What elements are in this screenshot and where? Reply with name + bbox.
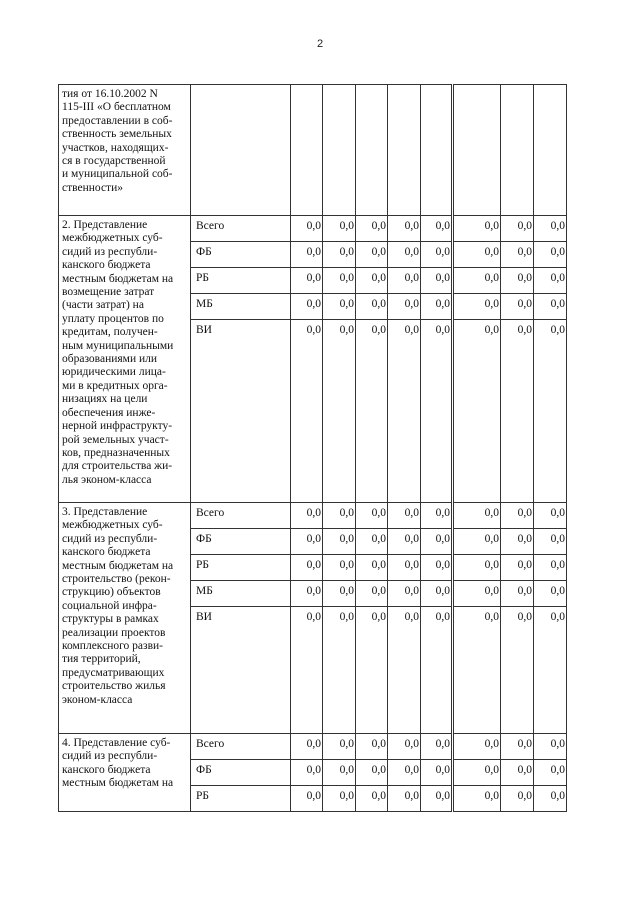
value-cell bbox=[388, 529, 421, 555]
value-cell bbox=[534, 268, 567, 294]
value-text: 0,0 bbox=[517, 272, 532, 284]
value-text: 0,0 bbox=[550, 611, 565, 623]
value-cell bbox=[388, 734, 421, 760]
value-text: 0,0 bbox=[435, 611, 450, 623]
value-cell bbox=[453, 786, 501, 812]
value-text: 0,0 bbox=[404, 298, 419, 310]
value-cell bbox=[421, 760, 453, 786]
value-cell bbox=[534, 607, 567, 734]
value-cell bbox=[356, 607, 388, 734]
value-text: 0,0 bbox=[435, 298, 450, 310]
value-cell bbox=[323, 555, 356, 581]
value-cell bbox=[291, 555, 323, 581]
section-title-cell bbox=[59, 503, 191, 734]
value-cell bbox=[534, 786, 567, 812]
value-text: 0,0 bbox=[484, 507, 499, 519]
value-cell bbox=[421, 503, 453, 529]
value-cell bbox=[291, 607, 323, 734]
value-text: 0,0 bbox=[484, 246, 499, 258]
value-cell bbox=[534, 555, 567, 581]
value-text: 0,0 bbox=[435, 246, 450, 258]
value-text: 0,0 bbox=[550, 559, 565, 571]
value-cell bbox=[323, 268, 356, 294]
value-cell bbox=[356, 529, 388, 555]
value-cell bbox=[291, 85, 323, 216]
value-text: 0,0 bbox=[404, 559, 419, 571]
value-text: 0,0 bbox=[306, 611, 321, 623]
value-text: 0,0 bbox=[306, 246, 321, 258]
value-text: 0,0 bbox=[435, 559, 450, 571]
funding-source-label: РБ bbox=[196, 790, 209, 802]
value-text: 0,0 bbox=[484, 272, 499, 284]
value-text: 0,0 bbox=[435, 507, 450, 519]
value-text: 0,0 bbox=[435, 790, 450, 802]
value-text: 0,0 bbox=[484, 533, 499, 545]
funding-source-cell bbox=[191, 268, 291, 294]
funding-source-label: МБ bbox=[196, 585, 213, 597]
value-cell bbox=[421, 555, 453, 581]
value-cell bbox=[421, 85, 453, 216]
table-row bbox=[59, 503, 567, 529]
value-cell bbox=[421, 734, 453, 760]
funding-source-label: ФБ bbox=[196, 246, 212, 258]
value-text: 0,0 bbox=[550, 246, 565, 258]
value-cell bbox=[453, 760, 501, 786]
value-text: 0,0 bbox=[550, 272, 565, 284]
funding-source-cell bbox=[191, 216, 291, 242]
value-cell bbox=[534, 294, 567, 320]
value-text: 0,0 bbox=[306, 738, 321, 750]
value-text: 0,0 bbox=[517, 611, 532, 623]
value-cell bbox=[323, 581, 356, 607]
value-cell bbox=[388, 760, 421, 786]
value-cell bbox=[534, 529, 567, 555]
value-cell bbox=[534, 581, 567, 607]
value-text: 0,0 bbox=[435, 324, 450, 336]
value-cell bbox=[291, 242, 323, 268]
value-text: 0,0 bbox=[371, 507, 386, 519]
funding-source-label: Всего bbox=[196, 507, 225, 519]
value-cell bbox=[356, 242, 388, 268]
value-text: 0,0 bbox=[484, 559, 499, 571]
source-cell bbox=[191, 85, 291, 216]
funding-source-label: МБ bbox=[196, 298, 213, 310]
value-cell bbox=[501, 216, 534, 242]
value-cell bbox=[388, 85, 421, 216]
value-cell bbox=[291, 760, 323, 786]
section-title: 4. Представление суб- сидий из республи- канского бюджета местным бюджетам на bbox=[62, 737, 174, 790]
value-cell bbox=[453, 607, 501, 734]
value-text: 0,0 bbox=[435, 220, 450, 232]
value-text: 0,0 bbox=[404, 246, 419, 258]
value-text: 0,0 bbox=[404, 507, 419, 519]
value-cell bbox=[501, 581, 534, 607]
value-cell bbox=[356, 320, 388, 503]
value-cell bbox=[291, 581, 323, 607]
value-cell bbox=[388, 503, 421, 529]
budget-table bbox=[58, 84, 567, 812]
value-cell bbox=[323, 320, 356, 503]
value-text: 0,0 bbox=[371, 533, 386, 545]
value-cell bbox=[534, 734, 567, 760]
value-text: 0,0 bbox=[339, 220, 354, 232]
value-text: 0,0 bbox=[339, 585, 354, 597]
value-text: 0,0 bbox=[435, 738, 450, 750]
value-cell bbox=[421, 242, 453, 268]
value-text: 0,0 bbox=[404, 272, 419, 284]
value-text: 0,0 bbox=[550, 298, 565, 310]
value-cell bbox=[291, 529, 323, 555]
value-text: 0,0 bbox=[306, 559, 321, 571]
value-cell bbox=[323, 294, 356, 320]
value-text: 0,0 bbox=[550, 738, 565, 750]
value-cell bbox=[421, 529, 453, 555]
value-cell bbox=[453, 294, 501, 320]
value-cell bbox=[388, 786, 421, 812]
value-cell bbox=[421, 216, 453, 242]
value-text: 0,0 bbox=[484, 298, 499, 310]
value-cell bbox=[453, 242, 501, 268]
value-text: 0,0 bbox=[339, 533, 354, 545]
funding-source-cell bbox=[191, 529, 291, 555]
value-cell bbox=[453, 555, 501, 581]
value-cell bbox=[356, 503, 388, 529]
funding-source-cell bbox=[191, 294, 291, 320]
value-text: 0,0 bbox=[404, 764, 419, 776]
value-text: 0,0 bbox=[404, 324, 419, 336]
section-title: 3. Представление межбюджетных суб- сидий из республи- канского бюджета местным бюджетам на строительство (рекон- струкцию) объектов социальной инфра- структуры в рамках реализации проектов комплексного разви- тия территорий, предусматривающих строительство жилья эконом-класса bbox=[62, 506, 174, 706]
value-text: 0,0 bbox=[517, 790, 532, 802]
funding-source-label: Всего bbox=[196, 220, 225, 232]
value-text: 0,0 bbox=[484, 764, 499, 776]
value-cell bbox=[356, 581, 388, 607]
value-cell bbox=[501, 786, 534, 812]
table-row bbox=[59, 216, 567, 242]
value-cell bbox=[421, 786, 453, 812]
value-cell bbox=[323, 607, 356, 734]
funding-source-label: ФБ bbox=[196, 764, 212, 776]
value-cell bbox=[501, 529, 534, 555]
value-text: 0,0 bbox=[339, 507, 354, 519]
value-text: 0,0 bbox=[484, 324, 499, 336]
value-text: 0,0 bbox=[550, 507, 565, 519]
value-cell bbox=[421, 294, 453, 320]
value-text: 0,0 bbox=[550, 764, 565, 776]
value-text: 0,0 bbox=[435, 764, 450, 776]
value-text: 0,0 bbox=[484, 585, 499, 597]
budget-table-body bbox=[59, 85, 567, 812]
value-text: 0,0 bbox=[371, 246, 386, 258]
value-text: 0,0 bbox=[550, 533, 565, 545]
value-cell bbox=[356, 294, 388, 320]
funding-source-label: ФБ bbox=[196, 533, 212, 545]
value-cell bbox=[453, 216, 501, 242]
value-cell bbox=[323, 85, 356, 216]
value-text: 0,0 bbox=[371, 324, 386, 336]
value-cell bbox=[501, 242, 534, 268]
value-cell bbox=[453, 581, 501, 607]
value-cell bbox=[291, 216, 323, 242]
funding-source-cell bbox=[191, 760, 291, 786]
row-name-cell bbox=[59, 85, 191, 216]
value-cell bbox=[501, 607, 534, 734]
value-cell bbox=[421, 607, 453, 734]
section-title-cell bbox=[59, 216, 191, 503]
value-cell bbox=[291, 786, 323, 812]
value-text: 0,0 bbox=[404, 220, 419, 232]
value-text: 0,0 bbox=[306, 298, 321, 310]
row-name-text: тия от 16.10.2002 N 115-III «О бесплатном предоставлении в соб- ственность земельных участков, находящих- ся в государственной и муниципальной соб- ственности» bbox=[62, 88, 173, 194]
value-text: 0,0 bbox=[339, 324, 354, 336]
value-text: 0,0 bbox=[435, 585, 450, 597]
funding-source-label: РБ bbox=[196, 272, 209, 284]
value-text: 0,0 bbox=[339, 272, 354, 284]
value-cell bbox=[323, 242, 356, 268]
value-text: 0,0 bbox=[550, 324, 565, 336]
value-cell bbox=[356, 786, 388, 812]
value-cell bbox=[453, 503, 501, 529]
value-cell bbox=[501, 503, 534, 529]
value-cell bbox=[534, 503, 567, 529]
value-text: 0,0 bbox=[517, 738, 532, 750]
value-cell bbox=[501, 85, 534, 216]
value-cell bbox=[534, 85, 567, 216]
value-text: 0,0 bbox=[484, 738, 499, 750]
value-text: 0,0 bbox=[517, 246, 532, 258]
value-text: 0,0 bbox=[484, 611, 499, 623]
value-cell bbox=[291, 503, 323, 529]
value-cell bbox=[388, 242, 421, 268]
value-cell bbox=[501, 320, 534, 503]
value-text: 0,0 bbox=[517, 507, 532, 519]
value-cell bbox=[323, 216, 356, 242]
value-text: 0,0 bbox=[306, 790, 321, 802]
value-text: 0,0 bbox=[550, 585, 565, 597]
funding-source-cell bbox=[191, 320, 291, 503]
value-cell bbox=[323, 529, 356, 555]
value-text: 0,0 bbox=[550, 790, 565, 802]
value-cell bbox=[421, 268, 453, 294]
value-cell bbox=[453, 734, 501, 760]
value-text: 0,0 bbox=[404, 790, 419, 802]
value-cell bbox=[356, 555, 388, 581]
value-text: 0,0 bbox=[517, 533, 532, 545]
value-text: 0,0 bbox=[404, 738, 419, 750]
value-cell bbox=[534, 242, 567, 268]
value-text: 0,0 bbox=[371, 611, 386, 623]
value-cell bbox=[323, 760, 356, 786]
value-cell bbox=[534, 216, 567, 242]
continuation-row bbox=[59, 85, 567, 216]
value-cell bbox=[291, 734, 323, 760]
value-text: 0,0 bbox=[484, 790, 499, 802]
value-cell bbox=[501, 760, 534, 786]
value-text: 0,0 bbox=[371, 272, 386, 284]
value-text: 0,0 bbox=[306, 507, 321, 519]
value-text: 0,0 bbox=[404, 585, 419, 597]
value-text: 0,0 bbox=[306, 533, 321, 545]
value-cell bbox=[388, 216, 421, 242]
value-cell bbox=[356, 760, 388, 786]
value-cell bbox=[356, 734, 388, 760]
value-cell bbox=[501, 555, 534, 581]
funding-source-cell bbox=[191, 555, 291, 581]
value-text: 0,0 bbox=[339, 246, 354, 258]
value-cell bbox=[453, 320, 501, 503]
value-cell bbox=[291, 320, 323, 503]
value-text: 0,0 bbox=[339, 790, 354, 802]
value-text: 0,0 bbox=[339, 764, 354, 776]
value-cell bbox=[323, 503, 356, 529]
value-text: 0,0 bbox=[306, 272, 321, 284]
value-text: 0,0 bbox=[339, 738, 354, 750]
value-cell bbox=[388, 294, 421, 320]
value-text: 0,0 bbox=[517, 220, 532, 232]
funding-source-cell bbox=[191, 503, 291, 529]
section-title: 2. Представление межбюджетных суб- сидий из республи- канского бюджета местным бюджетам на возмещение затрат (части затрат) на уплату процентов по кредитам, получен- ным муниципальными образованиями или юридическими лица- ми в кредитных орга- низациях на цели обеспечения инже- нерной инфраструкту- рой земельных участ- ков, предназначенных для строительства жи- лья эконом-класса bbox=[62, 219, 174, 486]
value-text: 0,0 bbox=[484, 220, 499, 232]
value-cell bbox=[388, 320, 421, 503]
value-text: 0,0 bbox=[339, 559, 354, 571]
funding-source-label: Всего bbox=[196, 738, 225, 750]
value-cell bbox=[453, 85, 501, 216]
value-text: 0,0 bbox=[517, 559, 532, 571]
value-cell bbox=[453, 268, 501, 294]
value-text: 0,0 bbox=[371, 220, 386, 232]
value-text: 0,0 bbox=[517, 298, 532, 310]
value-text: 0,0 bbox=[404, 533, 419, 545]
value-cell bbox=[534, 760, 567, 786]
value-cell bbox=[534, 320, 567, 503]
page-number: 2 bbox=[316, 38, 324, 50]
value-cell bbox=[356, 85, 388, 216]
value-cell bbox=[388, 581, 421, 607]
funding-source-cell bbox=[191, 242, 291, 268]
value-cell bbox=[323, 734, 356, 760]
value-text: 0,0 bbox=[517, 585, 532, 597]
value-text: 0,0 bbox=[306, 324, 321, 336]
value-text: 0,0 bbox=[371, 585, 386, 597]
funding-source-cell bbox=[191, 786, 291, 812]
value-cell bbox=[388, 555, 421, 581]
value-text: 0,0 bbox=[517, 324, 532, 336]
value-text: 0,0 bbox=[404, 611, 419, 623]
value-cell bbox=[421, 320, 453, 503]
funding-source-cell bbox=[191, 607, 291, 734]
value-text: 0,0 bbox=[371, 764, 386, 776]
value-cell bbox=[501, 734, 534, 760]
value-text: 0,0 bbox=[306, 764, 321, 776]
value-text: 0,0 bbox=[435, 272, 450, 284]
value-text: 0,0 bbox=[435, 533, 450, 545]
funding-source-label: ВИ bbox=[196, 324, 212, 336]
value-text: 0,0 bbox=[339, 611, 354, 623]
section-title-cell bbox=[59, 734, 191, 812]
funding-source-cell bbox=[191, 581, 291, 607]
value-cell bbox=[453, 529, 501, 555]
value-cell bbox=[291, 268, 323, 294]
value-text: 0,0 bbox=[371, 559, 386, 571]
funding-source-cell bbox=[191, 734, 291, 760]
funding-source-label: РБ bbox=[196, 559, 209, 571]
value-cell bbox=[388, 607, 421, 734]
value-cell bbox=[291, 294, 323, 320]
value-text: 0,0 bbox=[517, 764, 532, 776]
value-text: 0,0 bbox=[550, 220, 565, 232]
funding-source-label: ВИ bbox=[196, 611, 212, 623]
table-row bbox=[59, 734, 567, 760]
value-text: 0,0 bbox=[339, 298, 354, 310]
value-cell bbox=[356, 268, 388, 294]
value-cell bbox=[388, 268, 421, 294]
value-cell bbox=[501, 268, 534, 294]
value-cell bbox=[356, 216, 388, 242]
value-text: 0,0 bbox=[306, 585, 321, 597]
value-cell bbox=[421, 581, 453, 607]
value-cell bbox=[323, 786, 356, 812]
value-text: 0,0 bbox=[371, 790, 386, 802]
value-text: 0,0 bbox=[306, 220, 321, 232]
value-text: 0,0 bbox=[371, 298, 386, 310]
value-text: 0,0 bbox=[371, 738, 386, 750]
value-cell bbox=[501, 294, 534, 320]
